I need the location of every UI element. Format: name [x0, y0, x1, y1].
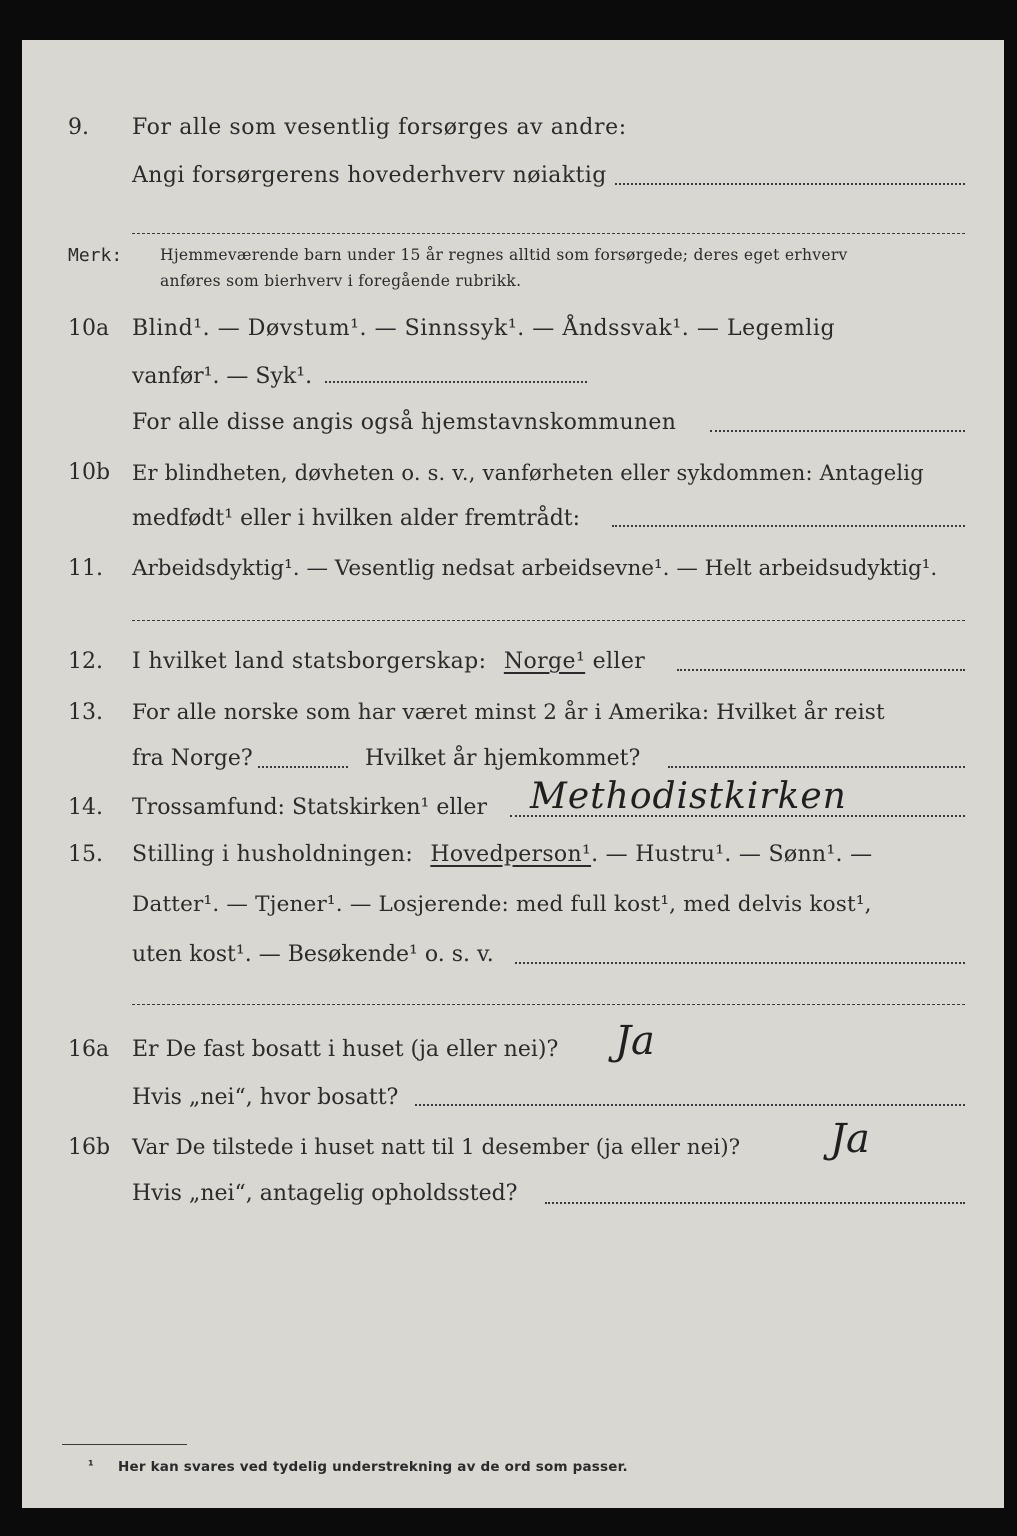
q15-question [132, 842, 872, 868]
q9-number: 9. [68, 115, 89, 140]
q10a-hjemstavn-line [710, 430, 965, 432]
footnote-text: Her kan svares ved tydelig understrekning av de ord som passer. [118, 1459, 628, 1475]
q9-question: For alle som vesentlig forsørges av andre: [132, 115, 627, 140]
q13-reist-label: fra Norge? [132, 746, 253, 771]
q9-answer-line-2 [132, 233, 965, 234]
q16b-answer-line [545, 1202, 965, 1204]
merk-note-line2: anføres som bierhverv i foregående rubrikk. [160, 272, 522, 290]
q16a-question: Er De fast bosatt i huset (ja eller nei)? [132, 1037, 559, 1062]
q10a-answer-line [325, 381, 587, 383]
q12-question [132, 649, 645, 675]
q16b-handwritten-answer: Ja [830, 1116, 870, 1162]
q13-hjemkommet-line [668, 766, 965, 768]
q12-suffix: eller [592, 649, 646, 674]
q16b-followup: Hvis „nei“, antagelig opholdssted? [132, 1181, 518, 1206]
merk-label: Merk: [68, 245, 123, 266]
q13-reist-line [258, 766, 348, 768]
q15-options-rest: . — Hustru¹. — Sønn¹. — [591, 842, 873, 867]
q10a-hjemstavn-question: For alle disse angis også hjemstavnskommunen [132, 410, 677, 435]
q11-number: 11. [68, 556, 103, 581]
q15-options-line3: uten kost¹. — Besøkende¹ o. s. v. [132, 942, 494, 967]
q10a-question: Blind¹. — Døvstum¹. — Sinnssyk¹. — Åndssvak¹. — Legemlig [132, 316, 836, 341]
q10b-answer-line [612, 525, 965, 527]
merk-note-line1: Hjemmeværende barn under 15 år regnes alltid som forsørgede; deres eget erhverv [160, 246, 848, 264]
q12-number: 12. [68, 649, 103, 674]
q16a-followup: Hvis „nei“, hvor bosatt? [132, 1085, 399, 1110]
q16a-number: 16a [68, 1037, 110, 1062]
q16a-answer-line [415, 1104, 965, 1106]
q13-hjemkommet-label: Hvilket år hjemkommet? [365, 746, 641, 771]
q16b-question: Var De tilstede i huset natt til 1 desember (ja eller nei)? [132, 1135, 741, 1160]
q15-options-line2: Datter¹. — Tjener¹. — Losjerende: med full kost¹, med delvis kost¹, [132, 892, 872, 917]
q13-number: 13. [68, 700, 103, 725]
q12-option-norge: Norge¹ [503, 649, 586, 674]
q10b-question: Er blindheten, døvheten o. s. v., vanførheten eller sykdommen: Antagelig [132, 461, 924, 485]
q16b-number: 16b [68, 1135, 111, 1160]
q15-answer-line-2 [132, 1004, 965, 1005]
q10b-number: 10b [68, 460, 111, 485]
q13-question: For alle norske som har været minst 2 år i Amerika: Hvilket år reist [132, 700, 885, 725]
q11-answer-line [132, 620, 965, 621]
q16a-handwritten-answer: Ja [615, 1018, 655, 1064]
q9-answer-line [615, 183, 965, 185]
q15-answer-line [515, 962, 965, 964]
footnote-mark: ¹ [88, 1459, 94, 1474]
q14-question: Trossamfund: Statskirken¹ eller [132, 795, 487, 820]
q14-handwritten-answer: Methodistkirken [530, 776, 847, 817]
q12-prefix: I hvilket land statsborgerskap: [132, 649, 487, 674]
q11-question: Arbeidsdyktig¹. — Vesentlig nedsat arbeidsevne¹. — Helt arbeidsudyktig¹. [132, 556, 938, 581]
q10b-question-cont: medfødt¹ eller i hvilken alder fremtrådt: [132, 506, 581, 531]
q12-answer-line [677, 669, 965, 671]
footnote-separator [62, 1444, 187, 1445]
q10a-number: 10a [68, 316, 110, 341]
q10a-question-cont: vanfør¹. — Syk¹. [132, 364, 313, 389]
q15-number: 15. [68, 842, 103, 867]
q9-sub-question: Angi forsørgerens hovederhverv nøiaktig [132, 163, 607, 188]
q14-number: 14. [68, 795, 103, 820]
q15-prefix: Stilling i husholdningen: [132, 842, 414, 867]
q15-option-hovedperson: Hovedperson¹ [430, 842, 592, 867]
